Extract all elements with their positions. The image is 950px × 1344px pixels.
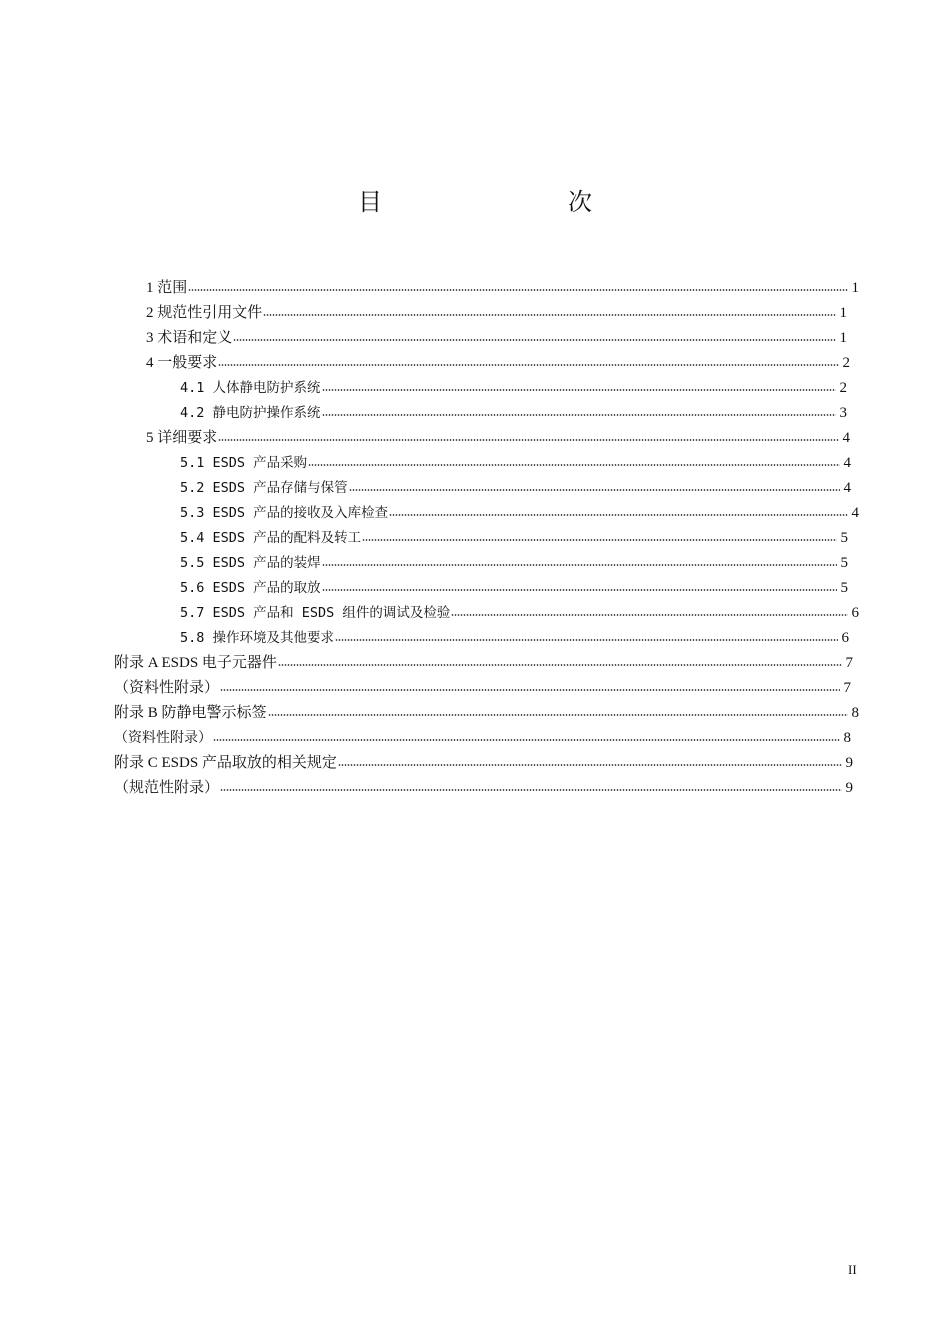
toc-entry-page: 1 xyxy=(839,330,847,346)
toc-entry-label: 5.4 ESDS 产品的配料及转工 xyxy=(180,530,362,546)
toc-entry-label: 5.7 ESDS 产品和 ESDS 组件的调试及检验 xyxy=(180,605,451,621)
toc-entry-label: 5.1 ESDS 产品采购 xyxy=(180,455,308,471)
toc-leader-dots xyxy=(220,789,841,791)
toc-entry-4-1[interactable] xyxy=(180,378,847,398)
toc-leader-dots xyxy=(322,589,837,591)
toc-entry-5-1[interactable] xyxy=(180,453,851,473)
toc-entry-label: 5.2 ESDS 产品存储与保管 xyxy=(180,480,348,496)
toc-entry-page: 5 xyxy=(840,555,848,571)
toc-entry-page: 3 xyxy=(839,405,847,421)
toc-entry-page: 4 xyxy=(851,505,859,521)
toc-entry-5[interactable] xyxy=(146,428,850,448)
toc-entry-label: 附录 C ESDS 产品取放的相关规定 xyxy=(114,755,337,771)
toc-entry-5-3[interactable] xyxy=(180,503,859,523)
toc-entry-4[interactable] xyxy=(146,353,850,373)
toc-entry-label: 5 详细要求 xyxy=(146,430,218,446)
toc-leader-dots xyxy=(188,289,847,291)
toc-entry-page: 1 xyxy=(839,305,847,321)
toc-entry-label: 5.5 ESDS 产品的装焊 xyxy=(180,555,321,571)
toc-entry-label: 附录 B 防静电警示标签 xyxy=(114,705,267,721)
toc-entry-5-2[interactable] xyxy=(180,478,851,498)
toc-entry-5-5[interactable] xyxy=(180,553,848,573)
toc-entry-page: 7 xyxy=(843,680,851,696)
page-title: 目 次 xyxy=(358,188,638,216)
toc-entry-4-2[interactable] xyxy=(180,403,847,423)
toc-entry-1[interactable] xyxy=(146,278,859,298)
toc-leader-dots xyxy=(322,389,836,391)
toc-leader-dots xyxy=(362,539,836,541)
toc-entry-2[interactable] xyxy=(146,303,847,323)
toc-leader-dots xyxy=(322,564,837,566)
toc-leader-dots xyxy=(218,364,838,366)
toc-entry-appendix-a-note[interactable] xyxy=(114,678,851,698)
toc-entry-label: 5.8 操作环境及其他要求 xyxy=(180,630,335,646)
toc-entry-label: 1 范围 xyxy=(146,280,188,296)
toc-entry-label: 5.3 ESDS 产品的接收及入库检查 xyxy=(180,505,389,521)
toc-entry-page: 8 xyxy=(851,705,859,721)
toc-entry-label: （规范性附录） xyxy=(114,780,220,796)
toc-leader-dots xyxy=(213,739,840,741)
toc-entry-page: 6 xyxy=(841,630,849,646)
toc-entry-label: 2 规范性引用文件 xyxy=(146,305,263,321)
toc-entry-label: 3 术语和定义 xyxy=(146,330,233,346)
toc-leader-dots xyxy=(389,514,847,516)
toc-entry-5-7[interactable] xyxy=(180,603,859,623)
toc-entry-appendix-b[interactable] xyxy=(114,703,859,723)
toc-entry-appendix-b-note[interactable] xyxy=(114,728,851,748)
toc-entry-page: 4 xyxy=(843,455,851,471)
toc-entry-label: 4 一般要求 xyxy=(146,355,218,371)
toc-entry-page: 2 xyxy=(839,380,847,396)
toc-entry-appendix-c-note[interactable] xyxy=(114,778,853,798)
toc-leader-dots xyxy=(268,714,848,716)
toc-leader-dots xyxy=(335,639,837,641)
page-number: II xyxy=(848,1262,857,1277)
toc-leader-dots xyxy=(220,689,839,691)
toc-entry-page: 5 xyxy=(840,580,848,596)
toc-entry-page: 4 xyxy=(843,480,851,496)
toc-leader-dots xyxy=(278,664,842,666)
toc-entry-page: 9 xyxy=(845,780,853,796)
toc-leader-dots xyxy=(218,439,838,441)
toc-entry-5-6[interactable] xyxy=(180,578,848,598)
toc-entry-5-4[interactable] xyxy=(180,528,848,548)
toc-entry-label: （资料性附录） xyxy=(114,730,212,746)
toc-entry-appendix-a[interactable] xyxy=(114,653,853,673)
toc-leader-dots xyxy=(349,489,840,491)
toc-entry-appendix-c[interactable] xyxy=(114,753,853,773)
toc-entry-page: 1 xyxy=(851,280,859,296)
toc-entry-page: 8 xyxy=(843,730,851,746)
toc-entry-page: 5 xyxy=(840,530,848,546)
toc-entry-label: 5.6 ESDS 产品的取放 xyxy=(180,580,321,596)
toc-entry-page: 7 xyxy=(845,655,853,671)
toc-leader-dots xyxy=(322,414,836,416)
toc-entry-label: 4.1 人体静电防护系统 xyxy=(180,380,321,396)
toc-leader-dots xyxy=(263,314,835,316)
toc-leader-dots xyxy=(451,614,847,616)
toc-leader-dots xyxy=(233,339,835,341)
toc-entry-5-8[interactable] xyxy=(180,628,849,648)
toc-entry-page: 6 xyxy=(851,605,859,621)
toc-entry-label: 附录 A ESDS 电子元器件 xyxy=(114,655,277,671)
toc-entry-page: 4 xyxy=(842,430,850,446)
toc-entry-label: （资料性附录） xyxy=(114,680,220,696)
toc-entry-page: 9 xyxy=(845,755,853,771)
toc-leader-dots xyxy=(338,764,842,766)
toc-entry-label: 4.2 静电防护操作系统 xyxy=(180,405,321,421)
toc-leader-dots xyxy=(308,464,839,466)
toc-entry-page: 2 xyxy=(842,355,850,371)
toc-entry-3[interactable] xyxy=(146,328,847,348)
